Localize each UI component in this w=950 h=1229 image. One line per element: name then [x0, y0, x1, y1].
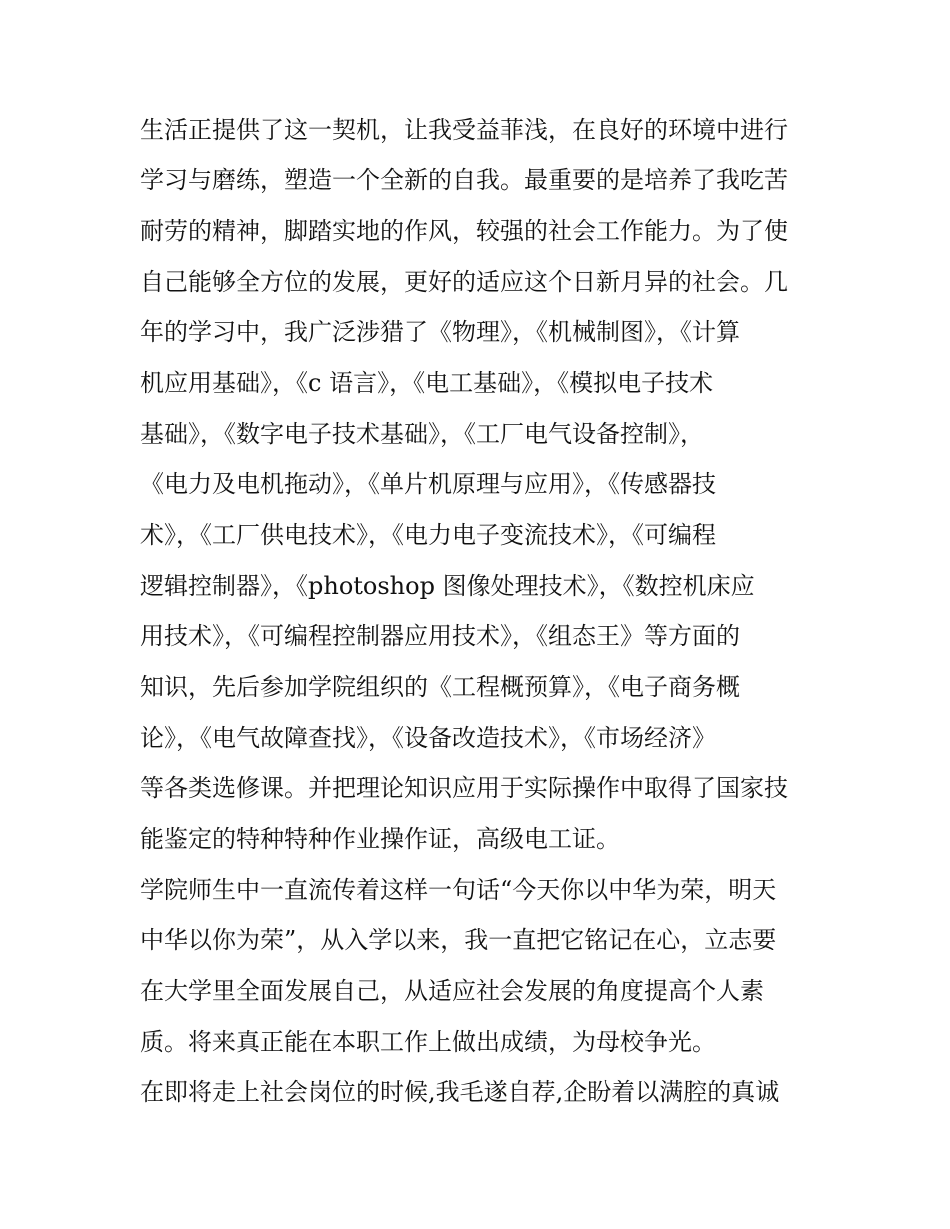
text-line: 逻辑控制器》，《photoshop 图像处理技术》，《数控机床应 — [140, 572, 755, 600]
text-line: 能鉴定的特种特种作业操作证，高级电工证。 — [140, 825, 620, 853]
text-line: 《电力及电机拖动》，《单片机原理与应用》，《传感器技 — [140, 470, 716, 498]
text-line: 中华以你为荣”，从入学以来，我一直把它铭记在心，立志要 — [140, 926, 777, 954]
text-line: 基础》，《数字电子技术基础》，《工厂电气设备控制》， — [140, 420, 704, 448]
text-line: 术》，《工厂供电技术》，《电力电子变流技术》，《可编程 — [140, 521, 716, 549]
text-line: 自己能够全方位的发展，更好的适应这个日新月异的社会。几 — [140, 268, 788, 296]
text-line: 知识，先后参加学院组织的《工程概预算》，《电子商务概 — [140, 673, 740, 701]
text-line: 在大学里全面发展自己，从适应社会发展的角度提高个人素 — [140, 977, 764, 1005]
text-line: 学习与磨练，塑造一个全新的自我。最重要的是培养了我吃苦 — [140, 166, 788, 194]
text-line: 机应用基础》，《c 语言》，《电工基础》，《模拟电子技术 — [140, 369, 714, 397]
text-line: 用技术》，《可编程控制器应用技术》，《组态王》等方面的 — [140, 622, 740, 650]
text-line: 年的学习中，我广泛涉猎了《物理》，《机械制图》，《计算 — [140, 318, 740, 346]
text-line: 生活正提供了这一契机，让我受益菲浅，在良好的环境中进行 — [140, 116, 788, 144]
text-line: 等各类选修课。并把理论知识应用于实际操作中取得了国家技 — [140, 774, 788, 802]
text-line: 学院师生中一直流传着这样一句话“今天你以中华为荣，明天 — [140, 876, 777, 904]
text-line: 质。将来真正能在本职工作上做出成绩，为母校争光。 — [140, 1028, 716, 1056]
text-line: 耐劳的精神，脚踏实地的作风，较强的社会工作能力。为了使 — [140, 217, 788, 245]
text-line: 在即将走上社会岗位的时候,我毛遂自荐,企盼着以满腔的真诚 — [140, 1078, 780, 1106]
text-line: 论》，《电气故障查找》，《设备改造技术》，《市场经济》 — [140, 724, 716, 752]
